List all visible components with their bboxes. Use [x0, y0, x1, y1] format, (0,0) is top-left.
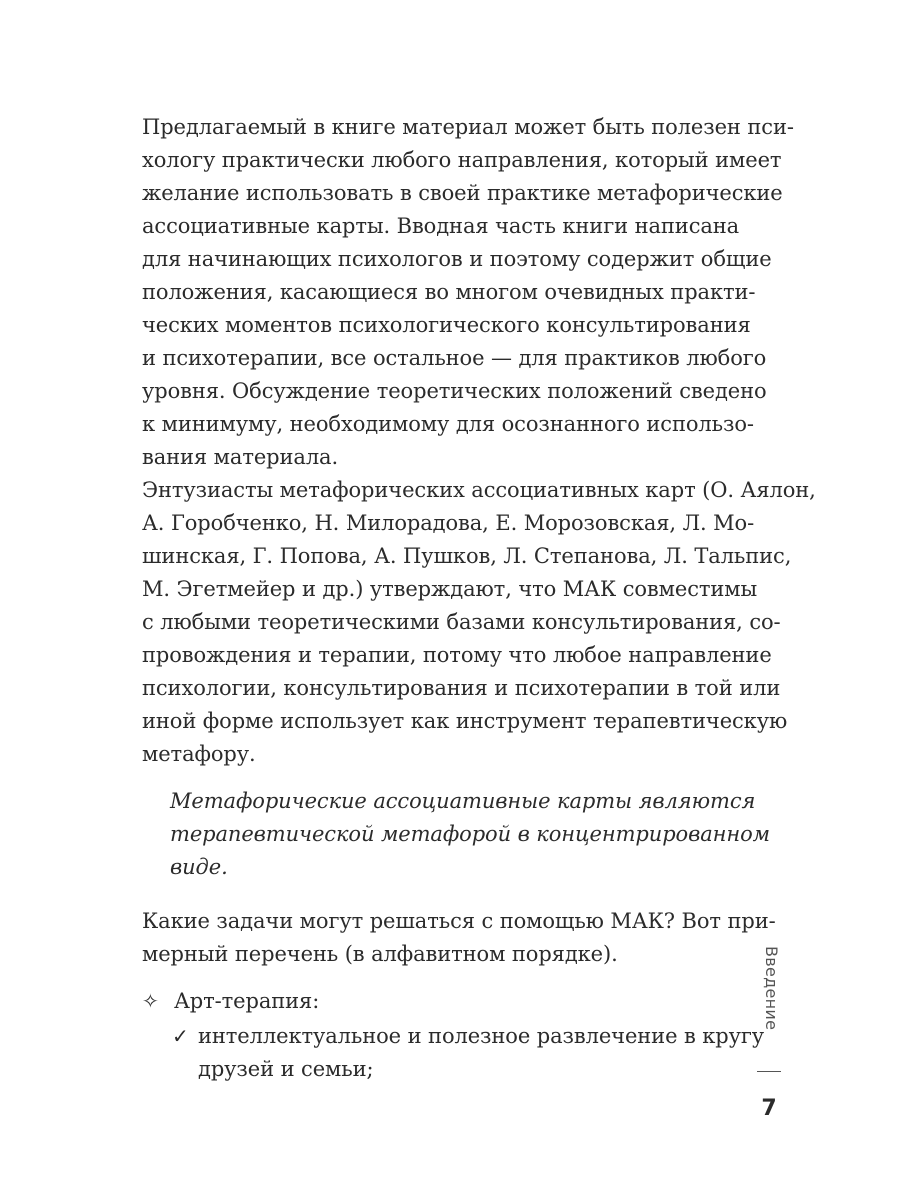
text-line: Предлагаемый в книге материал может быть полезен пси-	[142, 115, 794, 139]
quote-line: виде.	[170, 855, 228, 879]
page-number: 7	[761, 1096, 777, 1121]
text-line: хологу практически любого направления, который имеет	[142, 148, 782, 172]
text-line: провождения и терапии, потому что любое направление	[142, 643, 772, 667]
text-line: с любыми теоретическими базами консультирования, со-	[142, 610, 781, 634]
text-line: Энтузиасты метафорических ассоциативных карт (О. Аялон,	[142, 478, 816, 502]
quote-line: Метафорические ассоциативные карты являются	[170, 789, 756, 813]
text-line: метафору.	[142, 742, 256, 766]
text-line: мерный перечень (в алфавитном порядке).	[142, 942, 618, 966]
text-line: желание использовать в своей практике метафорические	[142, 181, 783, 205]
text-line: положения, касающиеся во многом очевидных практи-	[142, 280, 756, 304]
sub-list-item: друзей и семьи;	[198, 1057, 374, 1081]
text-line: к минимуму, необходимому для осознанного использо-	[142, 412, 754, 436]
text-line: уровня. Обсуждение теоретических положений сведено	[142, 379, 767, 403]
text-line: шинская, Г. Попова, А. Пушков, Л. Степанова, Л. Тальпис,	[142, 544, 792, 568]
section-title-vertical: Введение	[762, 946, 781, 1031]
text-line: иной форме использует как инструмент терапевтическую	[142, 709, 788, 733]
text-line: и психотерапии, все остальное — для практиков любого	[142, 346, 767, 370]
list-item: Арт-терапия:	[174, 989, 320, 1013]
text-line: М. Эгетмейер и др.) утверждают, что МАК совместимы	[142, 577, 758, 601]
divider	[757, 1071, 781, 1072]
sparkle-bullet-icon: ✧	[142, 989, 159, 1013]
text-line: ассоциативные карты. Вводная часть книги написана	[142, 214, 740, 238]
text-line: психологии, консультирования и психотерапии в той или	[142, 676, 781, 700]
sub-list-item: интеллектуальное и полезное развлечение в кругу	[198, 1024, 765, 1048]
text-line: А. Горобченко, Н. Милорадова, Е. Морозовская, Л. Мо-	[142, 511, 755, 535]
text-line: ческих моментов психологического консультирования	[142, 313, 751, 337]
checkmark-bullet-icon: ✓	[172, 1024, 189, 1048]
text-line: Какие задачи могут решаться с помощью МАК? Вот при-	[142, 909, 776, 933]
text-line: для начинающих психологов и поэтому содержит общие	[142, 247, 772, 271]
text-line: вания материала.	[142, 445, 339, 469]
quote-line: терапевтической метафорой в концентрированном	[170, 822, 770, 846]
